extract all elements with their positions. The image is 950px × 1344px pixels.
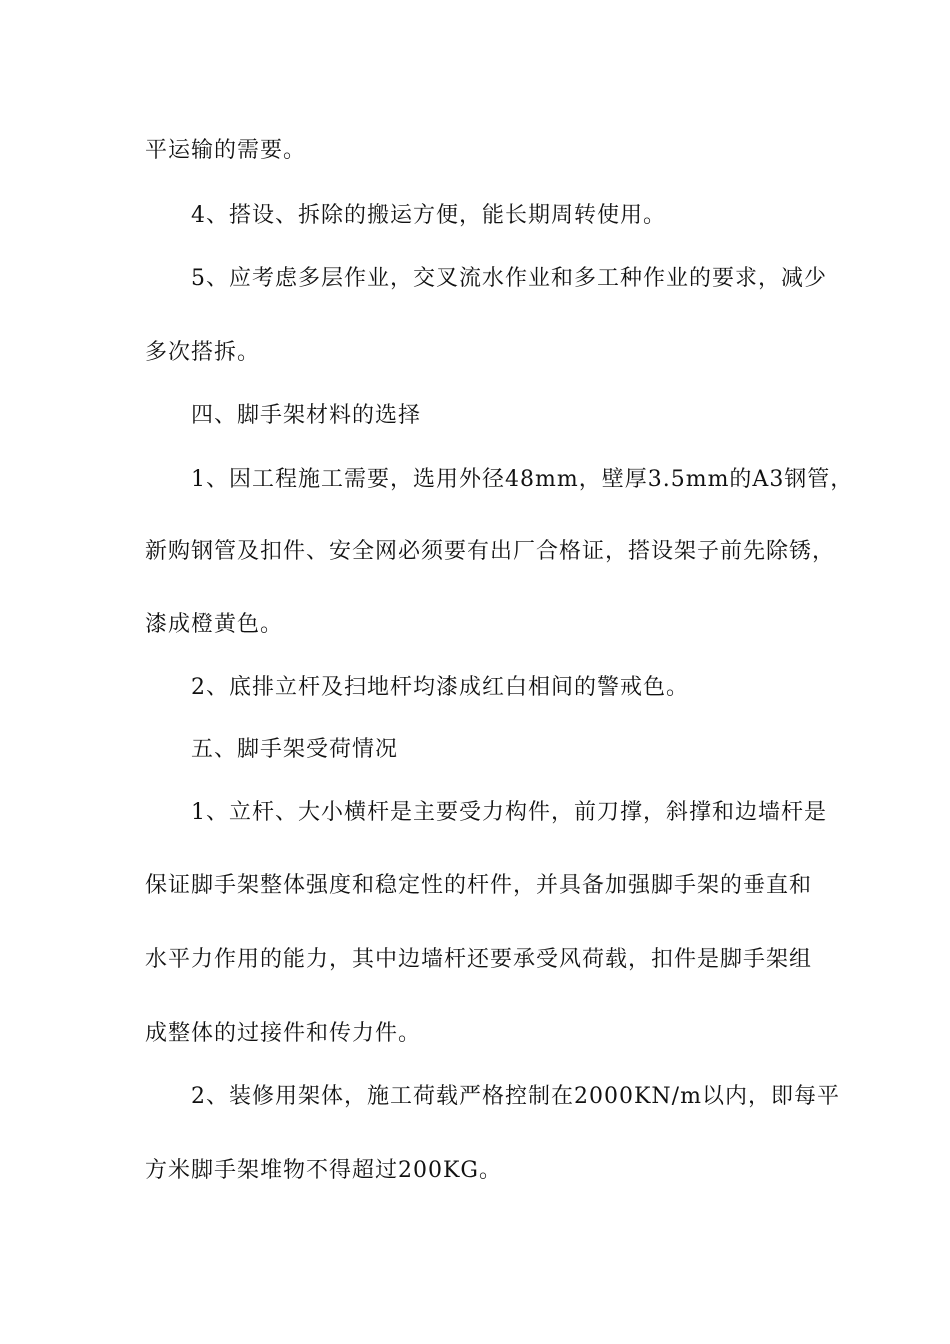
text-line: 平运输的需要。 bbox=[145, 138, 307, 163]
section-heading: 五、脚手架受荷情况 bbox=[191, 737, 399, 762]
text-line: 水平力作用的能力，其中边墙杆还要承受风荷载，扣件是脚手架组 bbox=[145, 947, 813, 972]
text-line: 保证脚手架整体强度和稳定性的杆件，并具备加强脚手架的垂直和 bbox=[145, 873, 813, 898]
text-line: 1、因工程施工需要，选用外径48mm，壁厚3.5mm的A3钢管， bbox=[191, 467, 854, 492]
text-line: 4、搭设、拆除的搬运方便，能长期周转使用。 bbox=[191, 203, 666, 228]
section-heading: 四、脚手架材料的选择 bbox=[191, 403, 422, 428]
text-line: 新购钢管及扣件、安全网必须要有出厂合格证，搭设架子前先除锈， bbox=[145, 539, 836, 564]
text-line: 2、装修用架体，施工荷载严格控制在2000KN/m以内，即每平 bbox=[191, 1084, 840, 1109]
text-line: 漆成橙黄色。 bbox=[145, 612, 284, 637]
text-line: 方米脚手架堆物不得超过200KG。 bbox=[145, 1158, 503, 1183]
text-line: 多次搭拆。 bbox=[145, 340, 261, 365]
text-line: 成整体的过接件和传力件。 bbox=[145, 1021, 422, 1046]
text-line: 1、立杆、大小横杆是主要受力构件，前刀撑，斜撑和边墙杆是 bbox=[191, 800, 827, 825]
text-line: 2、底排立杆及扫地杆均漆成红白相间的警戒色。 bbox=[191, 675, 689, 700]
text-line: 5、应考虑多层作业，交叉流水作业和多工种作业的要求，减少 bbox=[191, 266, 827, 291]
